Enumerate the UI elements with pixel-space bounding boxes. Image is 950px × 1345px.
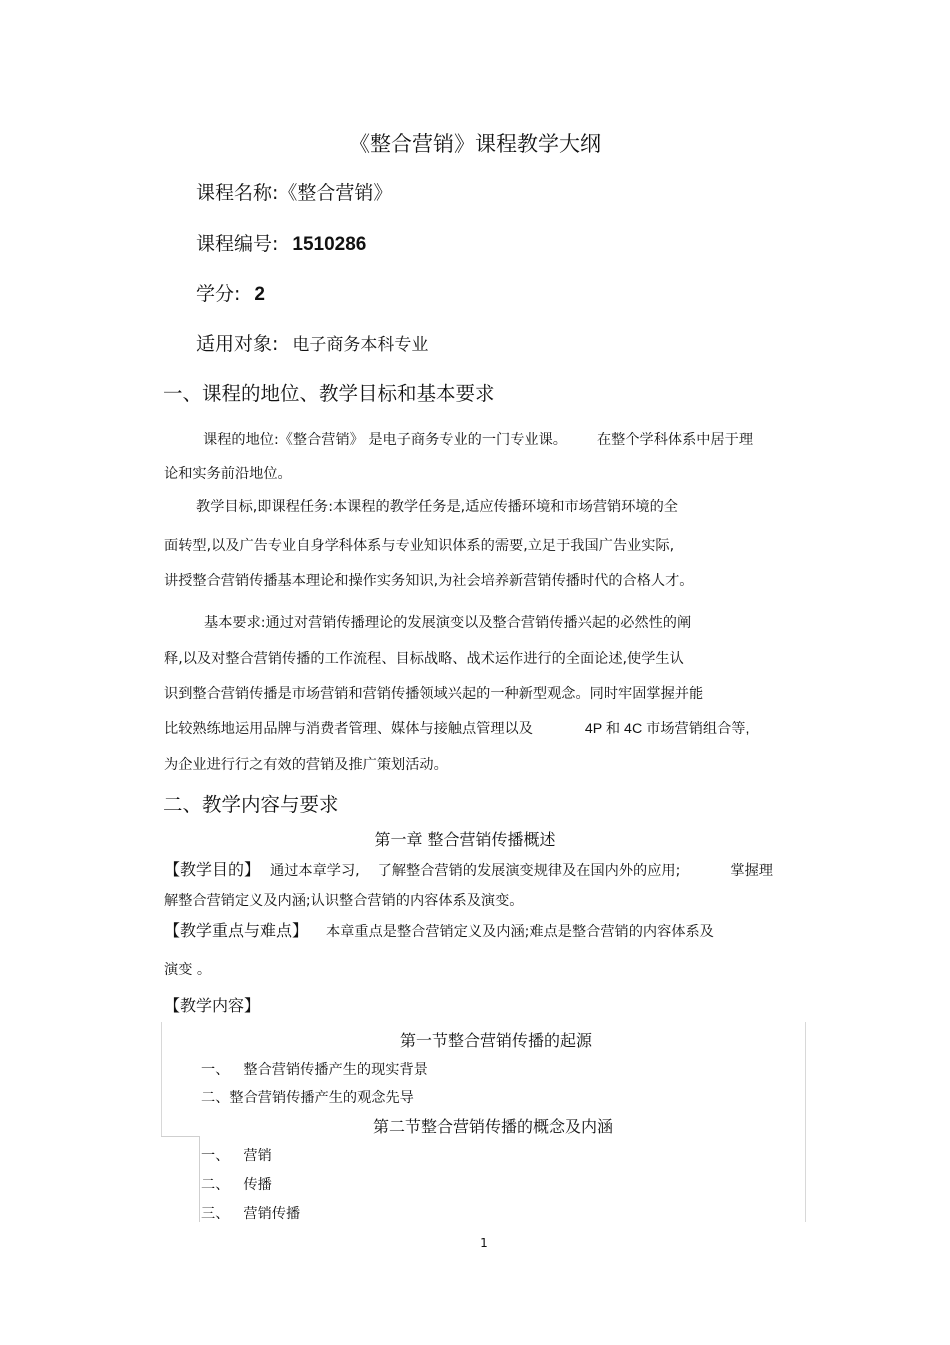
purpose-line1-a: 通过本章学习,: [270, 863, 360, 879]
course-code-row: [196, 229, 366, 256]
req-line4-a: 比较熟练地运用品牌与消费者管理、媒体与接触点管理以及: [164, 721, 533, 737]
credit-row: [196, 279, 265, 306]
req-line4-b: 4P 和 4C 市场营销组合等,: [584, 721, 750, 737]
sec2-item3: [201, 1203, 300, 1223]
purpose-label: 【教学目的】: [164, 860, 261, 879]
position-line1-a: 课程的地位:《整合营销》 是电子商务专业的一门专业课。: [203, 432, 567, 448]
req-line5: 为企业进行行之有效的营销及推广策划活动。: [164, 757, 448, 773]
course-name-row: [196, 178, 392, 205]
sec2-item2-num: 二、: [201, 1177, 230, 1193]
goal-line1: 教学目标,即课程任务:本课程的教学任务是,适应传播环境和市场营销环境的全: [196, 499, 678, 515]
sec2-item1: [201, 1145, 272, 1165]
position-line2: 论和实务前沿地位。: [164, 466, 292, 482]
audience-label: 适用对象:: [196, 333, 279, 355]
sec1-item1-num: 一、: [201, 1062, 230, 1078]
section1-title: 第一节整合营销传播的起源: [399, 1031, 592, 1050]
chapter1-title: 第一章 整合营销传播概述: [374, 830, 556, 849]
page-number: 1: [480, 1236, 488, 1250]
sec2-item3-num: 三、: [201, 1206, 230, 1222]
sec1-item1-text: 整合营销传播产生的现实背景: [243, 1062, 428, 1078]
course-name-label: 课程名称:: [196, 182, 279, 204]
course-name-value: 《整合营销》: [278, 182, 393, 204]
section2-heading: 二、教学内容与要求: [163, 793, 339, 816]
focus-label: 【教学重点与难点】: [164, 921, 309, 940]
sec2-item2-text: 传播: [243, 1177, 272, 1193]
goal-line3: 讲授整合营销传播基本理论和操作实务知识,为社会培养新营销传播时代的合格人才。: [164, 573, 694, 589]
focus-line1: [164, 918, 714, 941]
position-line1-b: 在整个学科体系中居于理: [596, 432, 754, 448]
focus-line1-text: 本章重点是整合营销定义及内涵;难点是整合营销的内容体系及: [326, 924, 714, 940]
req-line3: 识到整合营销传播是市场营销和营销传播领域兴起的一种新型观念。同时牢固掌握并能: [164, 686, 704, 702]
section2-title: 第二节整合营销传播的概念及内涵: [372, 1117, 613, 1136]
sec2-item1-text: 营销: [243, 1148, 272, 1164]
course-code-value: 1510286: [292, 234, 367, 255]
sec2-item1-num: 一、: [201, 1148, 230, 1164]
req-line1: 基本要求:通过对营销传播理论的发展演变以及整合营销传播兴起的必然性的阐: [204, 615, 692, 631]
content-frame-left-inner: [199, 1136, 200, 1222]
req-line2: 释,以及对整合营销传播的工作流程、目标战略、战术运作进行的全面论述,使学生认: [164, 651, 684, 667]
sec2-item3-text: 营销传播: [243, 1206, 301, 1222]
credit-label: 学分:: [196, 283, 241, 305]
sec1-item1: [201, 1059, 428, 1079]
document-title: 《整合营销》课程教学大纲: [349, 132, 601, 156]
audience-row: [196, 329, 428, 356]
req-line4: [164, 718, 749, 738]
focus-line2: 演变 。: [164, 962, 212, 978]
position-line1: [203, 429, 753, 449]
course-code-label: 课程编号:: [196, 233, 279, 255]
purpose-line1: [164, 857, 773, 880]
sec1-item2: 二、整合营销传播产生的观念先导: [201, 1090, 414, 1106]
credit-value: 2: [254, 284, 265, 305]
audience-value: 电子商务本科专业: [292, 335, 429, 355]
section1-heading: 一、课程的地位、教学目标和基本要求: [163, 382, 495, 405]
content-label: 【教学内容】: [164, 996, 261, 1015]
purpose-line1-c: 掌握理: [730, 863, 773, 879]
purpose-line2: 解整合营销定义及内涵;认识整合营销的内容体系及演变。: [164, 893, 524, 909]
goal-line2: 面转型,以及广告专业自身学科体系与专业知识体系的需要,立足于我国广告业实际,: [164, 538, 675, 554]
sec2-item2: [201, 1174, 272, 1194]
purpose-line1-b: 了解整合营销的发展演变规律及在国内外的应用;: [377, 863, 681, 879]
